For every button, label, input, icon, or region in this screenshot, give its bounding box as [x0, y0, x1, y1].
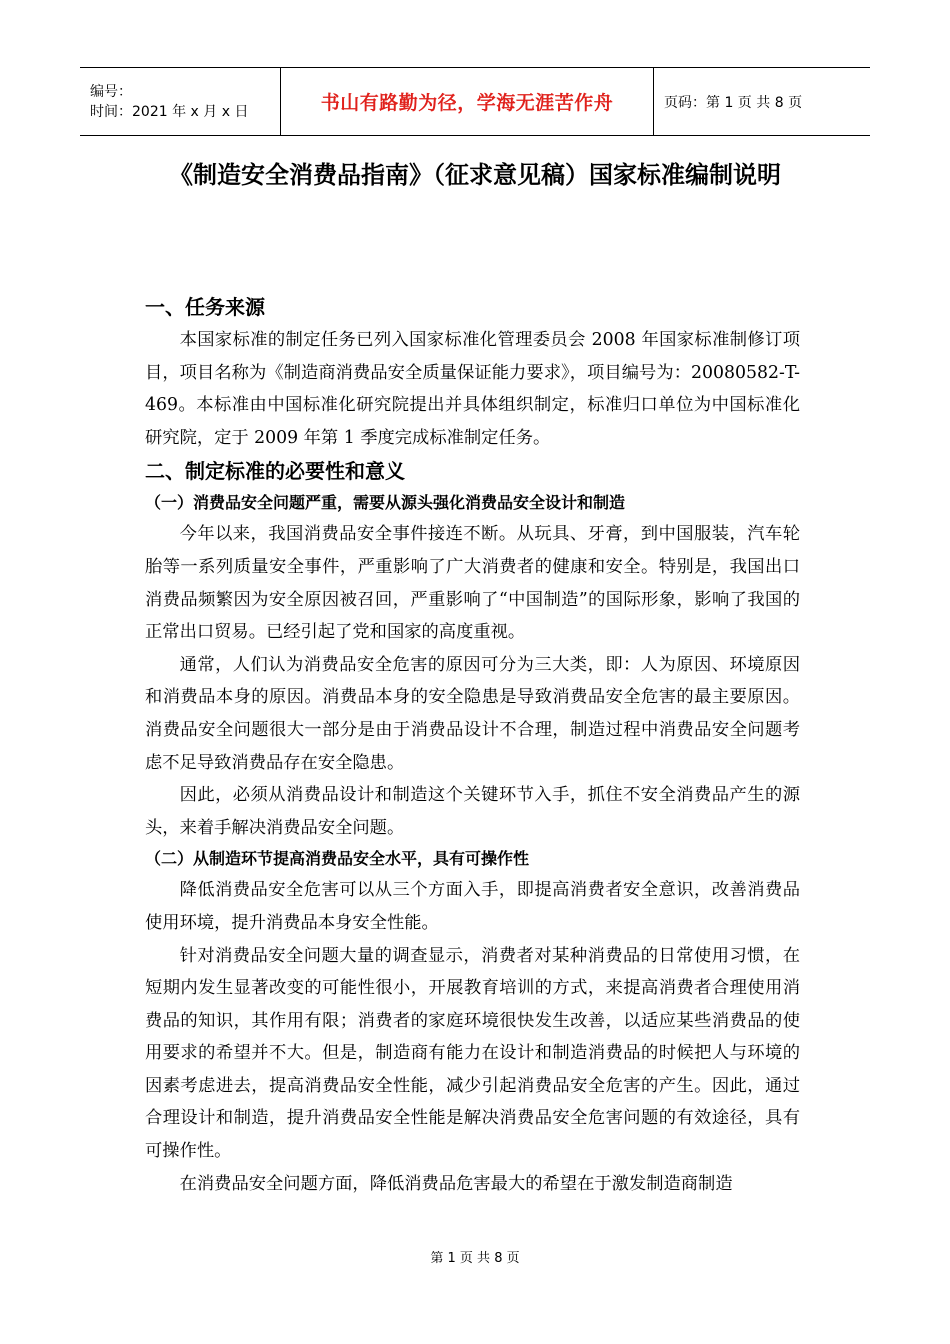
- paragraph: 今年以来，我国消费品安全事件接连不断。从玩具、牙膏，到中国服装，汽车轮胎等一系列质量安全事件，严重影响了广大消费者的健康和安全。特别是，我国出口消费品频繁因为安全原因被召回，严重影响了“中国制造”的国际形象，影响了我国的正常出口贸易。已经引起了党和国家的高度重视。: [145, 524, 800, 643]
- header-page-cell: [654, 68, 870, 135]
- paragraph: 在消费品安全问题方面，降低消费品危害最大的希望在于激发制造商制造: [179, 1173, 733, 1194]
- paragraph: 针对消费品安全问题大量的调查显示，消费者对某种消费品的日常使用习惯，在短期内发生显著改变的可能性很小，开展教育培训的方式，来提高消费者合理使用消费品的知识，其作用有限；消费者的家庭环境很快发生改善，以适应某些消费品的使用要求的希望并不大。但是，制造商有能力在设计和制造消费品的时候把人与环境的因素考虑进去，提高消费品安全性能，减少引起消费品安全危害的产生。因此，通过合理设计和制造，提升消费品安全性能是解决消费品安全危害问题的有效途径，具有可操作性。: [145, 945, 800, 1162]
- section-heading-2: 二、制定标准的必要性和意义: [145, 459, 405, 484]
- page-info: 页码：第 1 页 共 8 页: [664, 94, 803, 111]
- paragraph: 降低消费品安全危害可以从三个方面入手，即提高消费者安全意识，改善消费品使用环境，提升消费品本身安全性能。: [145, 880, 800, 933]
- motto-text: 书山有路勤为径，学海无涯苦作舟: [320, 92, 614, 114]
- header-meta: [80, 68, 280, 135]
- subsection-heading-1: （一）消费品安全问题严重，需要从源头强化消费品安全设计和制造: [145, 493, 626, 513]
- paragraph: 本国家标准的制定任务已列入国家标准化管理委员会 2008 年国家标准制修订项目，项目名称为《制造商消费品安全质量保证能力要求》，项目编号为：20080582-T-469。本标准由中国标准化研究院提出并具体组织制定，标准归口单位为中国标准化研究院，定于 2009 年第 1 季度完成标准制定任务。: [145, 330, 800, 448]
- header-motto-cell: [280, 68, 654, 135]
- document-title: 《制造安全消费品指南》（征求意见稿）国家标准编制说明: [169, 161, 781, 189]
- paragraph: 因此，必须从消费品设计和制造这个关键环节入手，抓住不安全消费品产生的源头，来着手解决消费品安全问题。: [145, 785, 800, 838]
- section-heading-1: 一、任务来源: [145, 295, 265, 319]
- header-table: [80, 67, 870, 136]
- document-body: [145, 290, 800, 1200]
- paragraph: 通常，人们认为消费品安全危害的原因可分为三大类，即：人为原因、环境原因和消费品本身的原因。消费品本身的安全隐患是导致消费品安全危害的最主要原因。消费品安全问题很大一部分是由于消费品设计不合理，制造过程中消费品安全问题考虑不足导致消费品存在安全隐患。: [145, 654, 800, 773]
- number-label: 编号：: [90, 83, 132, 100]
- page-footer: 第 1 页 共 8 页: [430, 1251, 520, 1266]
- subsection-heading-2: （二）从制造环节提高消费品安全水平，具有可操作性: [145, 849, 530, 869]
- time-label: 时间：2021 年 x 月 x 日: [90, 103, 249, 120]
